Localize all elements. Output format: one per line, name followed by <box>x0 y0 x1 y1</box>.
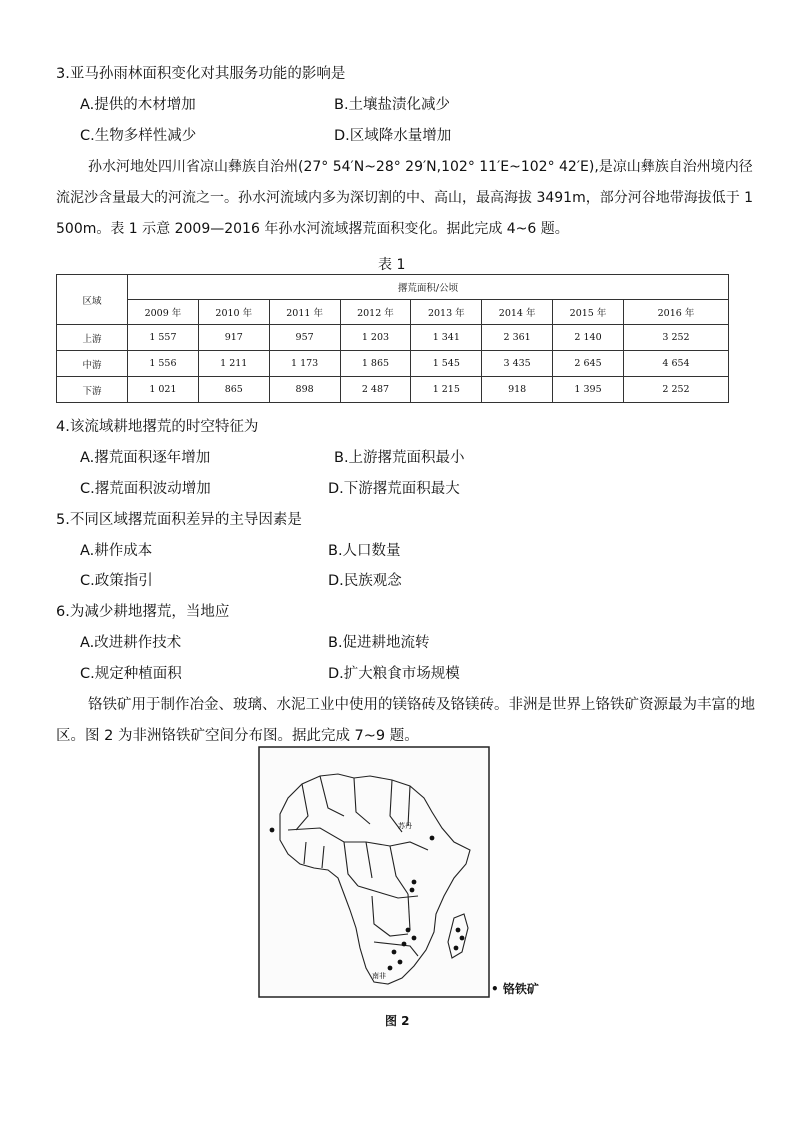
chromite-deposit-marker <box>388 966 393 971</box>
q6-option-a: A.改进耕作技术 <box>80 635 182 651</box>
label-sudan: 苏丹 <box>398 823 412 830</box>
q4-stem: 4.该流域耕地撂荒的时空特征为 <box>56 419 259 435</box>
data-table <box>56 274 729 403</box>
q5-option-d: D.民族观念 <box>328 573 402 589</box>
q3-option-a: A.提供的木材增加 <box>80 97 196 113</box>
q5-stem: 5.不同区域撂荒面积差异的主导因素是 <box>56 512 302 528</box>
table-cell: 1 545 <box>411 351 482 377</box>
table-cell: 1 211 <box>198 351 269 377</box>
chromite-deposit-marker <box>270 828 275 833</box>
year-header: 2012 年 <box>340 300 411 325</box>
figure-caption: 图 2 <box>385 1014 410 1028</box>
q3-option-d: D.区域降水量增加 <box>334 128 452 144</box>
table-cell: 918 <box>482 377 553 403</box>
passage1-line3: 500m。表 1 示意 2009—2016 年孙水河流域撂荒面积变化。据此完成 4~6 题。 <box>56 221 569 237</box>
map-legend: • 铬铁矿 <box>491 982 539 996</box>
africa-chromite-map <box>258 746 490 998</box>
q4-option-c: C.撂荒面积波动增加 <box>80 481 211 497</box>
table-cell: 1 203 <box>340 325 411 351</box>
q3-stem: 3.亚马孙雨林面积变化对其服务功能的影响是 <box>56 66 346 82</box>
chromite-deposit-marker <box>460 936 465 941</box>
chromite-deposit-marker <box>430 836 435 841</box>
q6-option-d: D.扩大粮食市场规模 <box>328 666 460 682</box>
map-frame <box>259 747 489 997</box>
q4-option-d: D.下游撂荒面积最大 <box>328 481 460 497</box>
chromite-deposit-marker <box>402 942 407 947</box>
passage1-line1: 孙水河地处四川省凉山彝族自治州(27° 54′N~28° 29′N,102° 11′E~102° 42′E),是凉山彝族自治州境内径 <box>88 159 753 175</box>
table-cell: 1 341 <box>411 325 482 351</box>
table-caption: 表 1 <box>378 257 406 273</box>
q5-option-a: A.耕作成本 <box>80 543 153 559</box>
table-cell: 2 645 <box>553 351 624 377</box>
passage2-line1: 铬铁矿用于制作冶金、玻璃、水泥工业中使用的镁铬砖及铬镁砖。非洲是世界上铬铁矿资源最为丰富的地 <box>88 697 755 713</box>
q6-option-c: C.规定种植面积 <box>80 666 182 682</box>
table-cell: 2 252 <box>624 377 729 403</box>
passage2-line2: 区。图 2 为非洲铬铁矿空间分布图。据此完成 7~9 题。 <box>56 728 419 744</box>
table-cell: 1 556 <box>128 351 199 377</box>
year-header: 2010 年 <box>198 300 269 325</box>
table-cell: 1 557 <box>128 325 199 351</box>
table-cell: 3 435 <box>482 351 553 377</box>
table-cell: 1 173 <box>269 351 340 377</box>
year-header: 2016 年 <box>624 300 729 325</box>
year-header: 2013 年 <box>411 300 482 325</box>
chromite-deposit-marker <box>454 946 459 951</box>
chromite-deposit-marker <box>456 928 461 933</box>
table-cell: 2 361 <box>482 325 553 351</box>
table-cell: 3 252 <box>624 325 729 351</box>
q3-option-b: B.土壤盐渍化减少 <box>334 97 451 113</box>
year-header: 2014 年 <box>482 300 553 325</box>
chromite-deposit-marker <box>392 950 397 955</box>
row-region: 下游 <box>57 377 128 403</box>
year-header: 2009 年 <box>128 300 199 325</box>
table-row <box>57 377 729 403</box>
chromite-deposit-marker <box>398 960 403 965</box>
year-header-row <box>57 300 729 325</box>
q5-option-b: B.人口数量 <box>328 543 401 559</box>
table-cell: 2 140 <box>553 325 624 351</box>
q3-option-c: C.生物多样性减少 <box>80 128 197 144</box>
table-cell: 4 654 <box>624 351 729 377</box>
chromite-deposit-marker <box>412 880 417 885</box>
table-cell: 898 <box>269 377 340 403</box>
table-cell: 917 <box>198 325 269 351</box>
passage1-line2: 流泥沙含量最大的河流之一。孙水河流域内多为深切割的中、高山，最高海拔 3491m，部分河谷地带海拔低于 1 <box>56 190 754 206</box>
chromite-deposit-marker <box>406 928 411 933</box>
table-row <box>57 351 729 377</box>
chromite-deposit-marker <box>410 888 415 893</box>
q6-stem: 6.为减少耕地撂荒，当地应 <box>56 604 230 620</box>
table-cell: 865 <box>198 377 269 403</box>
chromite-deposit-marker <box>412 936 417 941</box>
year-header: 2011 年 <box>269 300 340 325</box>
q4-option-b: B.上游撂荒面积最小 <box>334 450 465 466</box>
q5-option-c: C.政策指引 <box>80 573 153 589</box>
year-header: 2015 年 <box>553 300 624 325</box>
table-cell: 2 487 <box>340 377 411 403</box>
table-row <box>57 325 729 351</box>
q4-option-a: A.撂荒面积逐年增加 <box>80 450 211 466</box>
label-south-africa: 南非 <box>372 973 386 980</box>
table-cell: 1 021 <box>128 377 199 403</box>
table-cell: 957 <box>269 325 340 351</box>
measure-header: 撂荒面积/公顷 <box>128 275 729 300</box>
row-region: 上游 <box>57 325 128 351</box>
table-cell: 1 865 <box>340 351 411 377</box>
table-cell: 1 215 <box>411 377 482 403</box>
q6-option-b: B.促进耕地流转 <box>328 635 430 651</box>
row-region: 中游 <box>57 351 128 377</box>
region-header: 区域 <box>57 275 128 325</box>
table-cell: 1 395 <box>553 377 624 403</box>
